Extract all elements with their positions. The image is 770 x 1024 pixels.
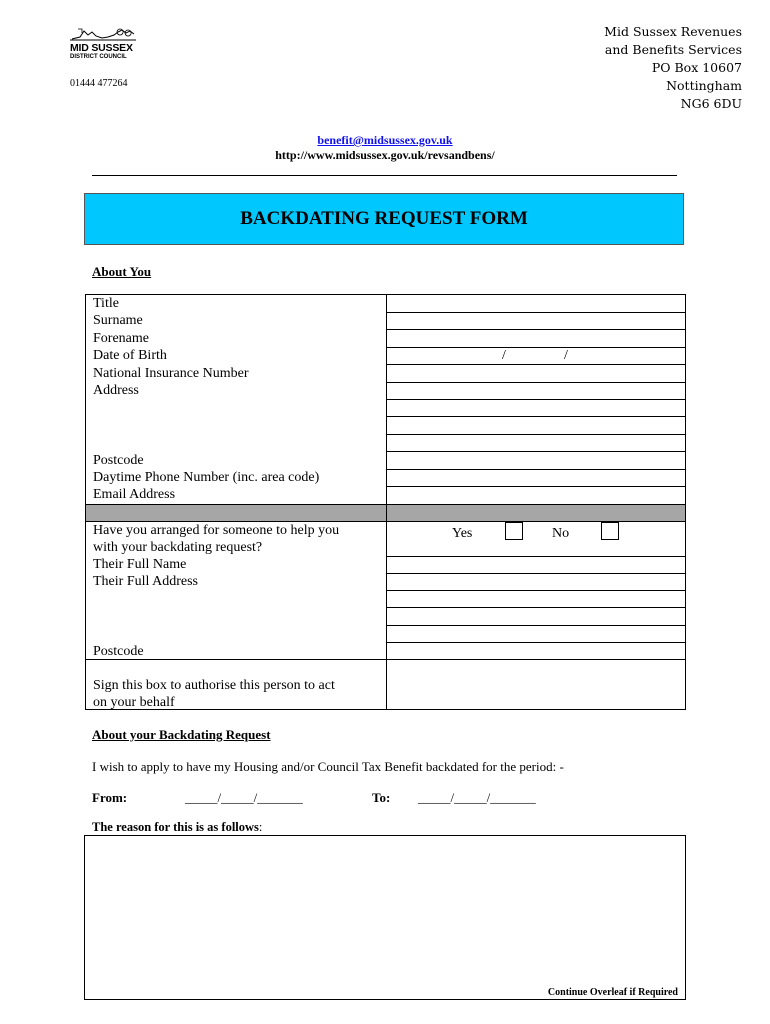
ni-number-label: National Insurance Number bbox=[93, 366, 249, 381]
email-label: Email Address bbox=[93, 487, 176, 502]
logo-skyline-icon bbox=[70, 27, 136, 42]
row-divider bbox=[386, 590, 685, 591]
address-label: Address bbox=[93, 383, 139, 398]
row-divider bbox=[386, 312, 685, 313]
yes-label: Yes bbox=[452, 526, 473, 541]
authorise-label-line2: on your behalf bbox=[93, 695, 175, 710]
postcode-label: Postcode bbox=[93, 453, 144, 468]
address-line: NG6 6DU bbox=[680, 96, 742, 111]
column-divider bbox=[386, 295, 387, 709]
row-divider bbox=[386, 434, 685, 435]
row-divider bbox=[386, 642, 685, 643]
helper-address-label: Their Full Address bbox=[93, 574, 198, 589]
row-divider bbox=[386, 625, 685, 626]
phone-label: Daytime Phone Number (inc. area code) bbox=[93, 470, 320, 485]
row-divider bbox=[386, 329, 685, 330]
from-date-field[interactable]: _____/_____/_______ bbox=[185, 790, 303, 805]
dob-separator: / bbox=[502, 348, 506, 363]
continue-note: Continue Overleaf if Required bbox=[547, 987, 678, 998]
row-divider bbox=[386, 382, 685, 383]
row-divider bbox=[386, 347, 685, 348]
logo-subtitle: DISTRICT COUNCIL bbox=[70, 54, 127, 60]
row-divider bbox=[386, 573, 685, 574]
reason-colon: : bbox=[258, 820, 263, 834]
dob-separator: / bbox=[564, 348, 568, 363]
address-line: Nottingham bbox=[666, 78, 742, 93]
helper-name-label: Their Full Name bbox=[93, 557, 187, 572]
helper-question-line2: with your backdating request? bbox=[93, 540, 263, 555]
backdating-intro: I wish to apply to have my Housing and/or Council Tax Benefit backdated for the period: - bbox=[92, 759, 564, 774]
row-divider bbox=[86, 504, 685, 505]
to-date-field[interactable]: _____/_____/_______ bbox=[418, 790, 536, 805]
dob-label: Date of Birth bbox=[93, 348, 167, 363]
row-divider bbox=[86, 521, 685, 522]
address-line: Mid Sussex Revenues bbox=[604, 24, 742, 39]
authorise-label-line1: Sign this box to authorise this person to act bbox=[93, 678, 335, 693]
row-divider bbox=[386, 451, 685, 452]
forename-label: Forename bbox=[93, 331, 149, 346]
phone-number: 01444 477264 bbox=[70, 78, 128, 89]
no-label: No bbox=[552, 526, 570, 541]
address-line: PO Box 10607 bbox=[651, 60, 742, 75]
row-divider bbox=[386, 607, 685, 608]
no-checkbox[interactable] bbox=[601, 522, 619, 540]
council-logo bbox=[70, 27, 136, 63]
about-you-heading: About You bbox=[92, 264, 152, 279]
row-divider bbox=[86, 659, 685, 660]
reason-text-box[interactable] bbox=[84, 835, 686, 1000]
yes-checkbox[interactable] bbox=[505, 522, 523, 540]
helper-postcode-label: Postcode bbox=[93, 644, 144, 659]
row-divider bbox=[386, 556, 685, 557]
logo-name: MID SUSSEX bbox=[70, 42, 133, 54]
address-line: and Benefits Services bbox=[604, 42, 742, 57]
from-label: From: bbox=[92, 790, 128, 805]
row-divider bbox=[386, 416, 685, 417]
to-label: To: bbox=[372, 790, 391, 805]
row-divider bbox=[386, 399, 685, 400]
row-divider bbox=[386, 469, 685, 470]
helper-question-line1: Have you arranged for someone to help you bbox=[93, 523, 340, 538]
reason-label: The reason for this is as follows bbox=[92, 820, 259, 834]
website-url: http://www.midsussex.gov.uk/revsandbens/ bbox=[275, 148, 495, 162]
backdating-heading: About your Backdating Request bbox=[92, 727, 271, 742]
title-label: Title bbox=[93, 296, 119, 311]
row-divider bbox=[386, 364, 685, 365]
header-divider bbox=[92, 175, 677, 176]
reason-heading bbox=[92, 820, 262, 835]
row-divider bbox=[386, 486, 685, 487]
form-title: BACKDATING REQUEST FORM bbox=[84, 193, 684, 245]
email-link[interactable]: benefit@midsussex.gov.uk bbox=[317, 133, 453, 147]
postal-address bbox=[604, 23, 742, 113]
surname-label: Surname bbox=[93, 313, 143, 328]
about-you-table bbox=[85, 294, 686, 710]
